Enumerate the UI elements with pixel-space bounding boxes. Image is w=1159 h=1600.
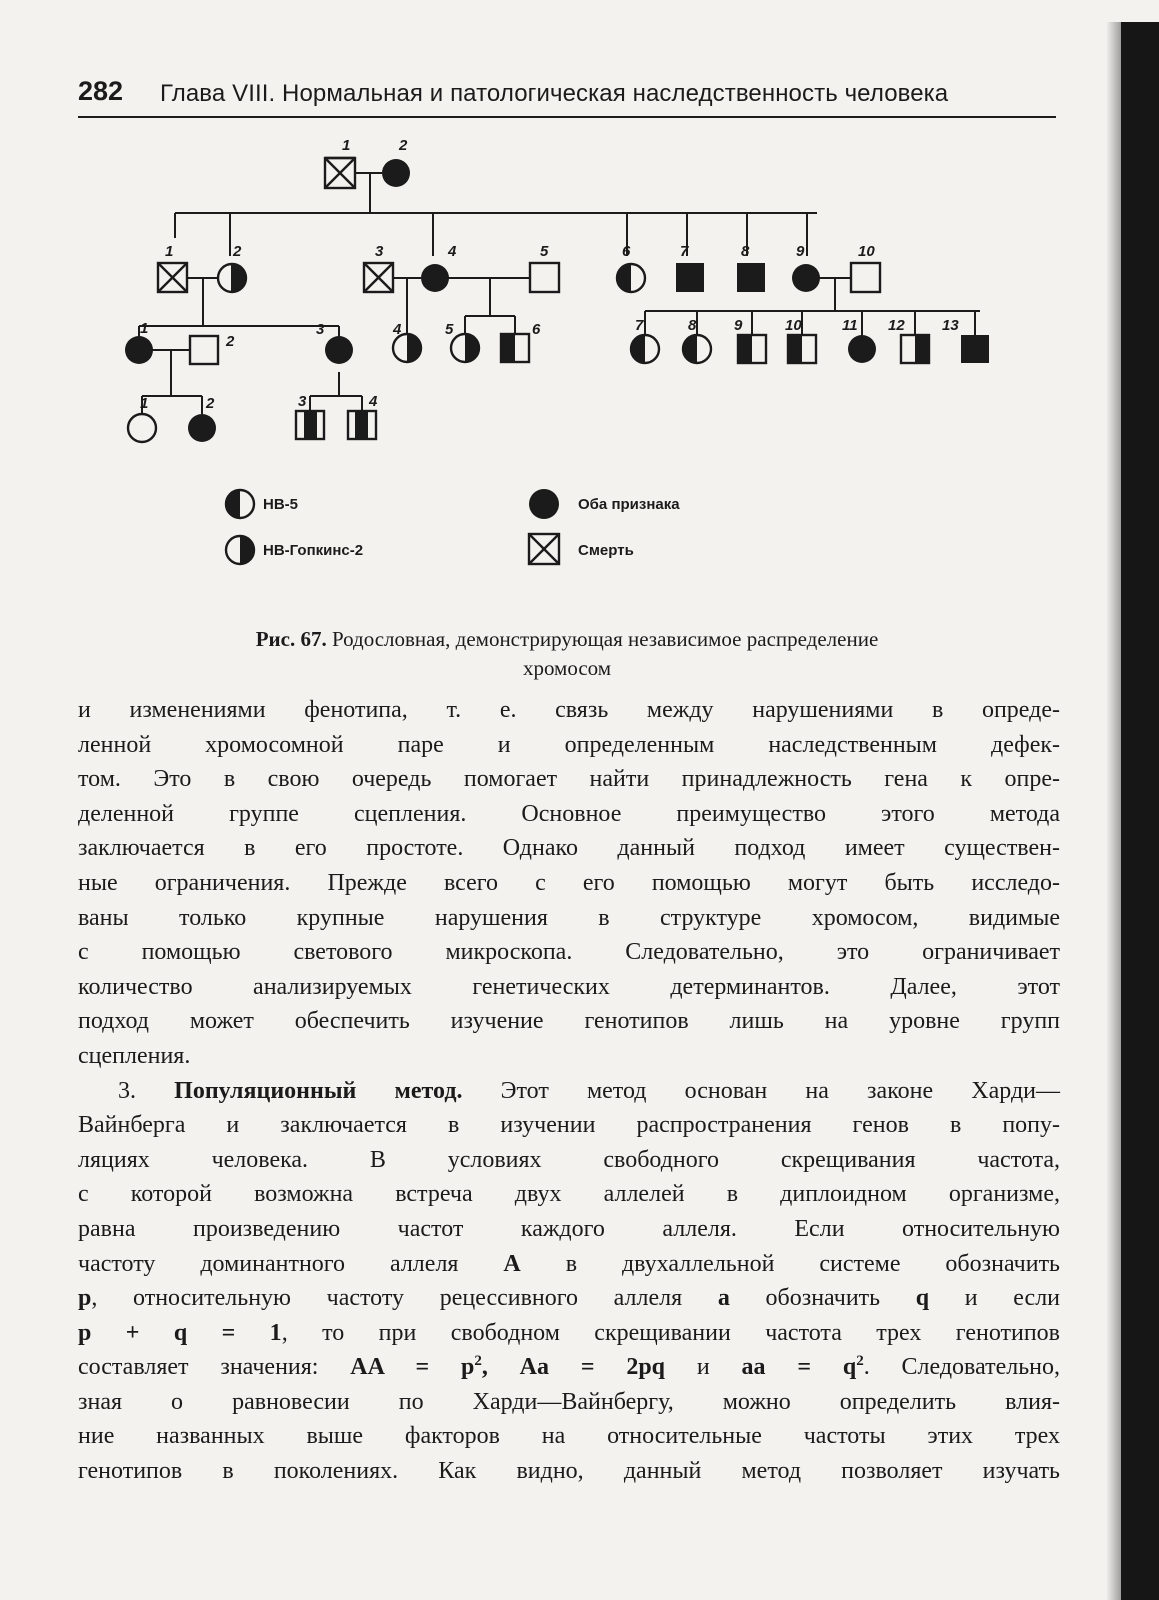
body-text — [78, 693, 1060, 1489]
pedigree-label: 4 — [448, 243, 457, 260]
text-line: количество анализируемых генетических детерминантов. Далее, этот — [78, 973, 1060, 1000]
pedigree-label: 1 — [165, 243, 174, 260]
pedigree-label: 3 — [298, 393, 307, 410]
text-line: сцепления. — [78, 1042, 191, 1069]
pedigree-label: 4 — [369, 393, 378, 410]
text-line: с которой возможна встреча двух аллелей в диплоидном организме, — [78, 1181, 1060, 1208]
text-line: и изменениями фенотипа, т. е. связь между нарушениями в опреде- — [78, 697, 1060, 723]
text-line — [78, 1247, 1060, 1282]
pedigree-label: 1 — [342, 137, 351, 154]
pedigree-label: 9 — [734, 317, 743, 334]
figure-caption-text-2: хромосом — [522, 656, 612, 680]
legend-label-hb5: НВ-5 — [263, 496, 299, 513]
scan-edge-shadow — [1106, 22, 1121, 1600]
text-line: заключается в его простоте. Однако данный подход имеет существен- — [78, 835, 1060, 862]
pedigree-label: 7 — [680, 243, 689, 260]
pedigree-label: 3 — [316, 321, 325, 338]
text-line: ляциях человека. В условиях свободного скрещивания частота, — [78, 1146, 1060, 1173]
text-line: равна произведению частот каждого аллеля. Если относительную — [78, 1215, 1060, 1242]
pedigree-figure — [120, 128, 1020, 603]
allele-symbol: a — [717, 1285, 730, 1312]
pedigree-label: 9 — [796, 243, 805, 260]
legend-label-hb-gopkins: НВ-Гопкинс-2 — [263, 542, 364, 559]
figure-caption-text: Родословная, демонстрирующая независимое распределение — [331, 627, 879, 651]
pedigree-label: 8 — [688, 317, 697, 334]
text-run: и если — [964, 1285, 1061, 1312]
scan-edge — [1121, 22, 1159, 1600]
legend-label-both: Оба признака — [578, 496, 680, 513]
pedigree-label: 5 — [445, 321, 454, 338]
pedigree-label: 12 — [888, 317, 905, 334]
page-header — [78, 72, 1056, 118]
text-run: , то при свободном скрещивании частота трех генотипов — [281, 1319, 1061, 1346]
text-line: генотипов в поколениях. Как видно, данный метод позволяет изучать — [78, 1458, 1060, 1485]
text-line: с помощью светового микроскопа. Следовательно, это ограничивает — [78, 939, 1060, 966]
pedigree-label: 6 — [532, 321, 541, 338]
formula — [742, 1354, 864, 1380]
text-run: и — [696, 1354, 710, 1381]
paragraph-start — [78, 1074, 1060, 1109]
pedigree-label: 2 — [206, 395, 215, 412]
text-line: ваны только крупные нарушения в структуре хромосом, видимые — [78, 904, 1060, 931]
allele-symbol: A — [503, 1250, 521, 1277]
pedigree-label: 1 — [140, 320, 149, 337]
text-line: ние названных выше факторов на относительные частоты этих трех — [78, 1423, 1060, 1450]
figure-number: Рис. 67. — [255, 627, 327, 651]
text-line — [78, 1281, 1060, 1316]
formula-part: aa = q — [741, 1354, 857, 1381]
section-term: Популяционный метод. — [174, 1077, 463, 1104]
text-line: зная о равновесии по Харди—Вайнбергу, можно определить влия- — [78, 1388, 1060, 1415]
text-line — [78, 1350, 1060, 1385]
text-run: составляет значения: — [78, 1354, 319, 1381]
pedigree-label: 11 — [842, 317, 858, 334]
pedigree-label: 10 — [785, 317, 802, 334]
pedigree-label: 2 — [226, 333, 235, 350]
text-run: частоту доминантного аллеля — [78, 1250, 459, 1277]
page-number: 282 — [78, 76, 124, 106]
text-run: в двухаллельной системе обозначить — [565, 1250, 1061, 1277]
text-run: обозначить — [765, 1285, 881, 1312]
pedigree-label: 4 — [393, 321, 402, 338]
pedigree-label: 6 — [622, 243, 631, 260]
formula: p + q = 1 — [78, 1319, 282, 1346]
text-run: Этот метод основан на законе Харди— — [500, 1077, 1060, 1104]
pedigree-label: 8 — [741, 243, 750, 260]
text-line — [78, 1316, 1060, 1351]
pedigree-label: 10 — [858, 243, 875, 260]
superscript: 2 — [474, 1353, 482, 1370]
pedigree-label: 2 — [399, 137, 408, 154]
pedigree-label: 1 — [140, 395, 149, 412]
text-line: подход может обеспечить изучение генотипов лишь на уровне групп — [78, 1008, 1060, 1035]
pedigree-label: 5 — [540, 243, 549, 260]
formula-part: AA = p — [350, 1354, 475, 1381]
text-run: . Следовательно, — [863, 1354, 1061, 1381]
pedigree-label: 7 — [635, 317, 644, 334]
pedigree-label: 3 — [375, 243, 384, 260]
allele-symbol: q — [915, 1285, 930, 1312]
text-line: Вайнберга и заключается в изучении распространения генов в попу- — [78, 1112, 1060, 1139]
pedigree-label: 13 — [942, 317, 959, 334]
formula: Aa = 2pq — [519, 1354, 666, 1381]
formula: AA = $p^2$, — [350, 1353, 488, 1381]
text-line: деленной группе сцепления. Основное преимущество этого метода — [78, 800, 1060, 827]
allele-symbol: p — [78, 1285, 92, 1312]
legend-label-death: Смерть — [578, 542, 634, 559]
list-number: 3. — [118, 1077, 136, 1104]
pedigree-label: 2 — [233, 243, 242, 260]
figure-caption — [78, 625, 1056, 683]
text-line: том. Это в свою очередь помогает найти принадлежность гена к опре- — [78, 766, 1060, 793]
text-run: , относительную частоту рецессивного аллеля — [91, 1285, 683, 1312]
text-line: ленной хромосомной паре и определенным наследственным дефек- — [78, 731, 1060, 758]
running-title: Глава VIII. Нормальная и патологическая наследственность человека — [160, 80, 949, 107]
superscript: 2 — [856, 1353, 864, 1370]
text-line: ные ограничения. Прежде всего с его помощью могут быть исследо- — [78, 869, 1060, 896]
